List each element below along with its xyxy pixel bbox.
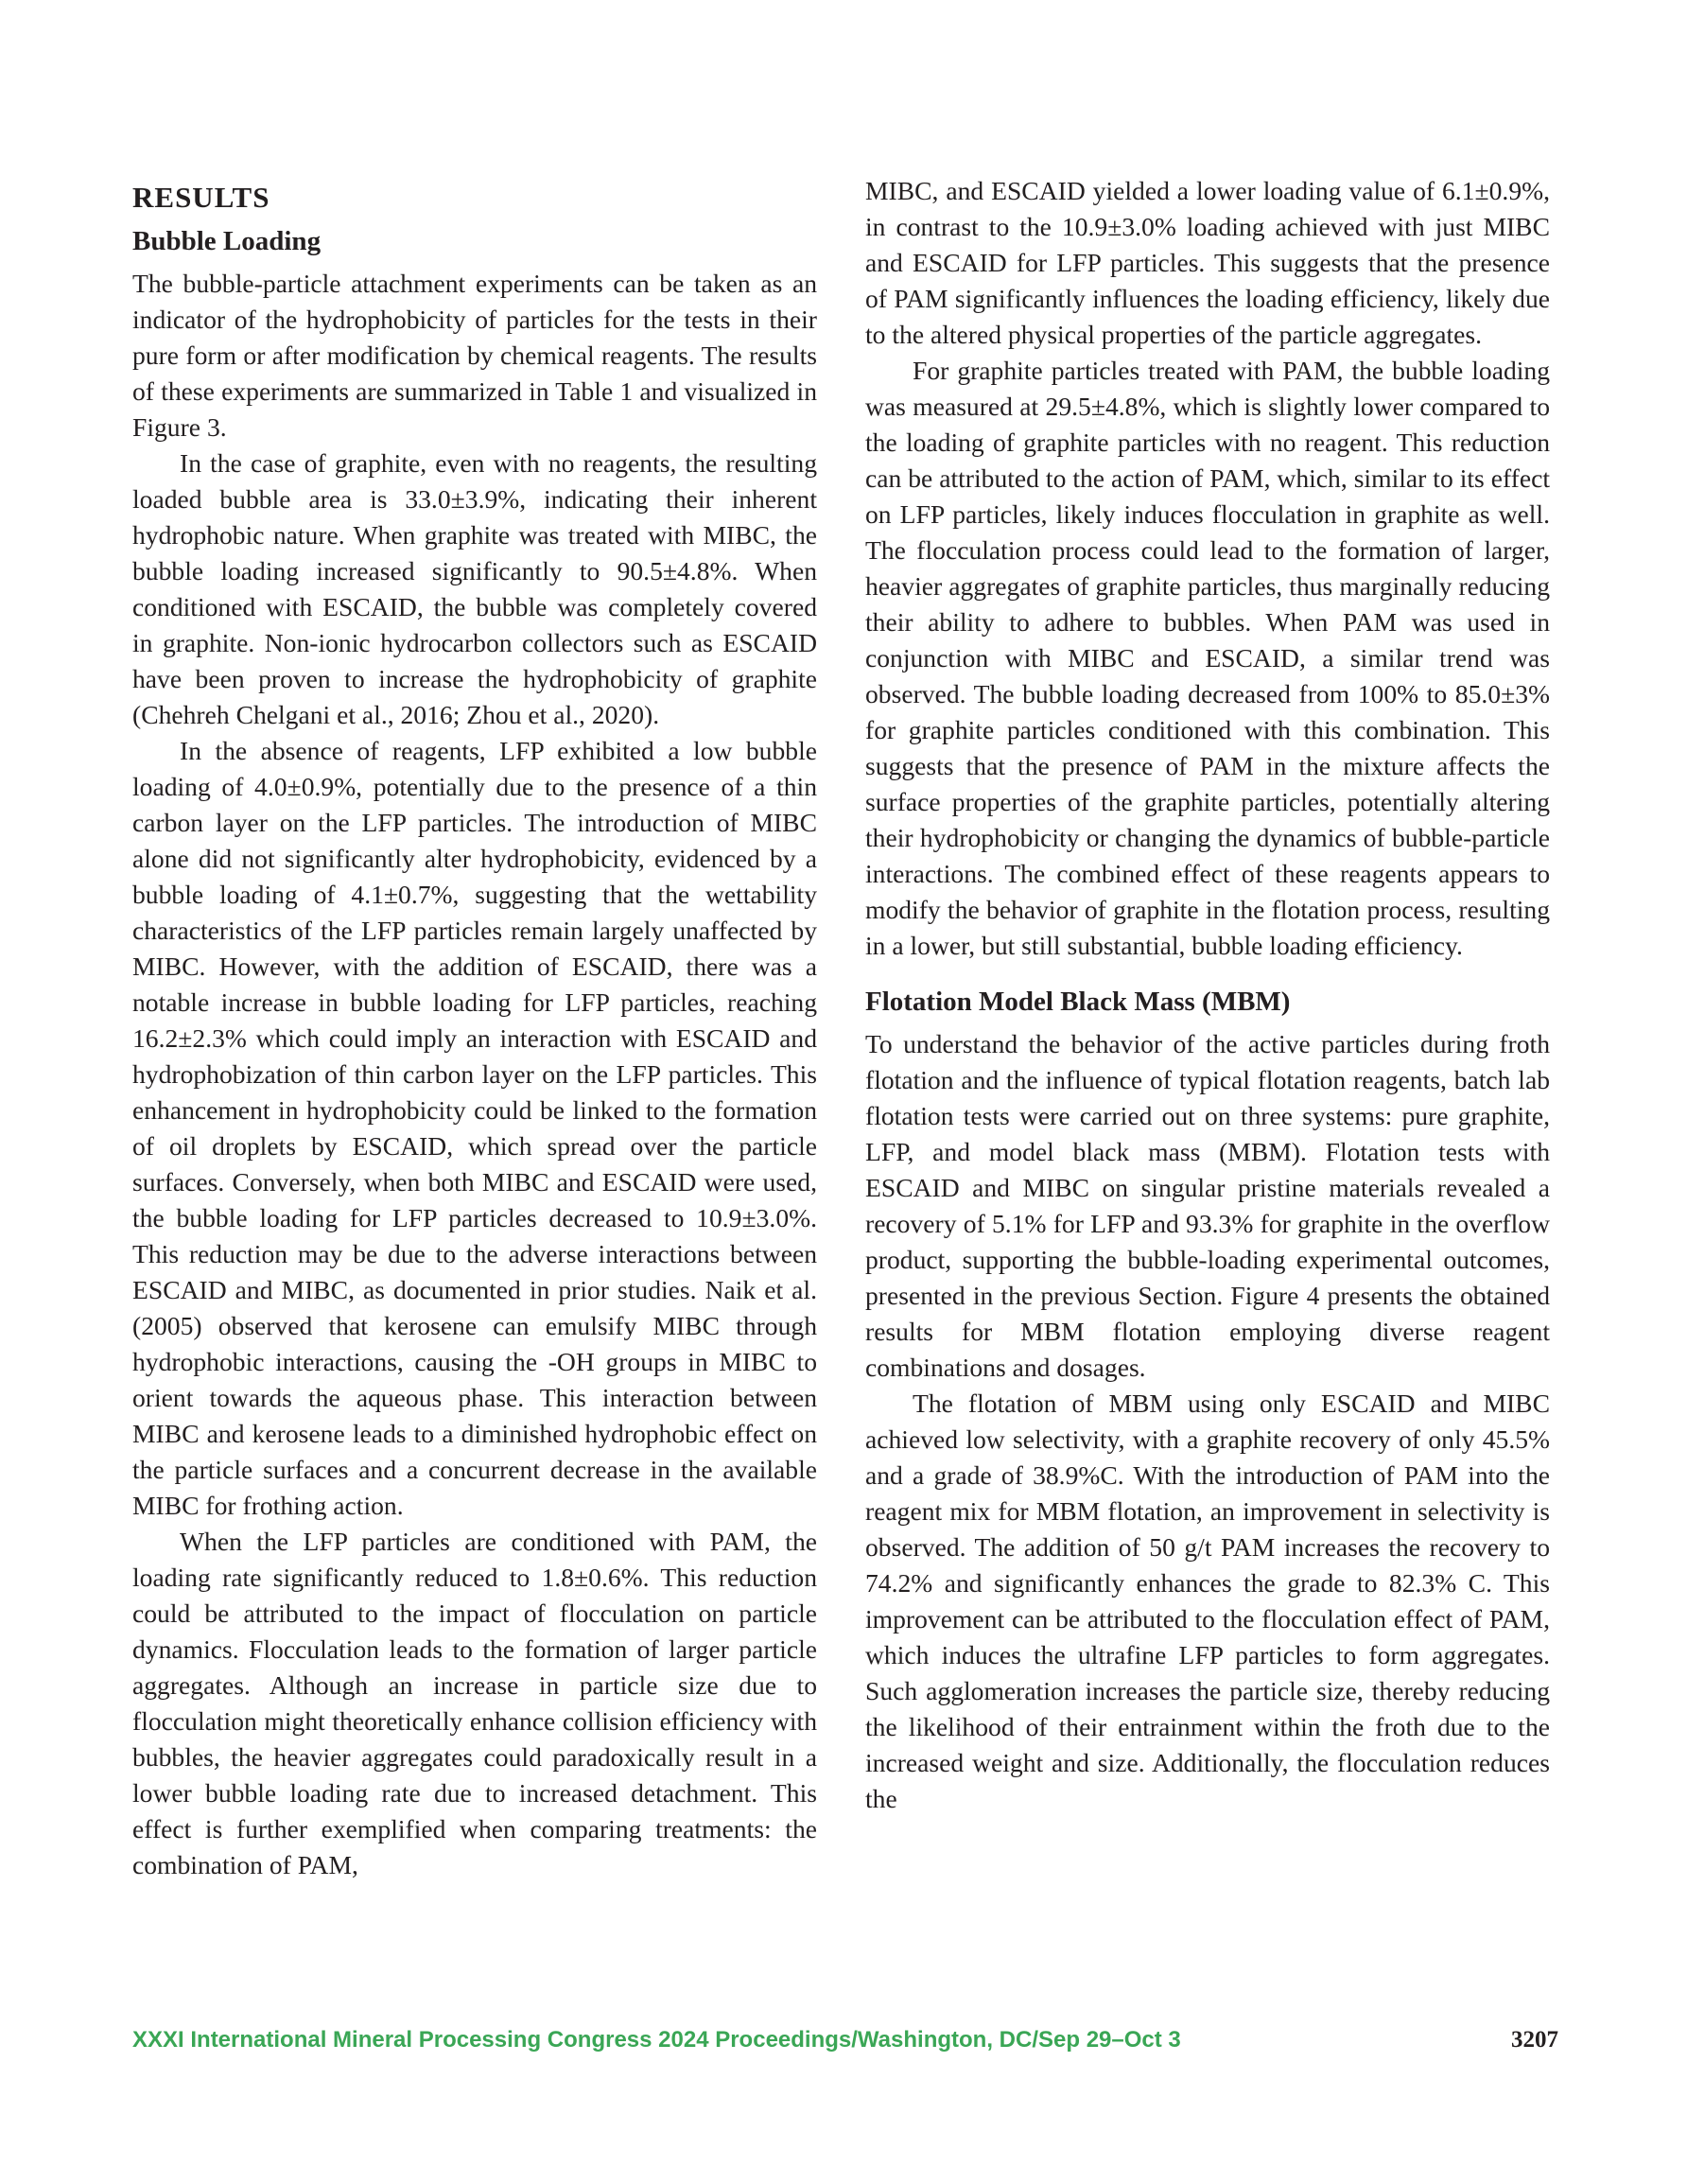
paragraph: When the LFP particles are conditioned with PAM, the loading rate significantly reduced to 1.8±0.6%. This reduction could be attributed to the impact of flocculation on particle dynamics. Flocculation leads to the formation of larger particle aggregates. Although an increase in particle size due to flocculation might theoretically enhance collision efficiency with bubbles, the heavier aggregates could paradoxically result in a lower bubble loading rate due to increased detachment. This effect is further exemplified when comparing treatments: the combination of PAM, (132, 1527, 817, 1879)
paragraph: MIBC, and ESCAID yielded a lower loading value of 6.1±0.9%, in contrast to the 10.9±3.0% loading achieved with just MIBC and ESCAID for LFP particles. This suggests that the presence of PAM significantly influences the loading efficiency, likely due to the altered physical properties of the particle aggregates. (865, 176, 1550, 349)
subsection-heading-bubble-loading: Bubble Loading (132, 226, 322, 256)
section-heading: RESULTS (132, 181, 270, 214)
paragraph: In the case of graphite, even with no reagents, the resulting loaded bubble area is 33.0±3.9%, indicating their inherent hydrophobic nature. When graphite was treated with MIBC, the bubble loading increased significantly to 90.5±4.8%. When conditioned with ESCAID, the bubble was completely covered in graphite. Non-ionic hydrocarbon collectors such as ESCAID have been proven to increase the hydrophobicity of graphite (Chehreh Chelgani et al., 2016; Zhou et al., 2020). (132, 448, 817, 729)
page-number: 3207 (1511, 2027, 1558, 2053)
paragraph: To understand the behavior of the active particles during froth flotation and the influence of typical flotation reagents, batch lab flotation tests were carried out on three systems: pure graphite, LFP, and model black mass (MBM). Flotation tests with ESCAID and MIBC on singular pristine materials revealed a recovery of 5.1% for LFP and 93.3% for graphite in the overflow product, supporting the bubble-loading experimental outcomes, presented in the previous Section. Figure 4 presents the obtained results for MBM flotation employing diverse reagent combinations and dosages. (865, 1029, 1550, 1382)
page-footer (132, 2027, 1558, 2065)
subsection-heading-flotation-mbm: Flotation Model Black Mass (MBM) (865, 987, 1291, 1017)
left-column (132, 173, 817, 1883)
paragraph: In the absence of reagents, LFP exhibited a low bubble loading of 4.0±0.9%, potentially due to the presence of a thin carbon layer on the LFP particles. The introduction of MIBC alone did not significantly alter hydrophobicity, evidenced by a bubble loading of 4.1±0.7%, suggesting that the wettability characteristics of the LFP particles remain largely unaffected by MIBC. However, with the addition of ESCAID, there was a notable increase in bubble loading for LFP particles, reaching 16.2±2.3% which could imply an interaction with ESCAID and hydrophobization of thin carbon layer on the LFP particles. This enhancement in hydrophobicity could be linked to the formation of oil droplets by ESCAID, which spread over the particle surfaces. Conversely, when both MIBC and ESCAID were used, the bubble loading for LFP particles decreased to 10.9±3.0%. This reduction may be due to the adverse interactions between ESCAID and MIBC, as documented in prior studies. Naik et al. (2005) observed that kerosene can emulsify MIBC through hydrophobic interactions, causing the -OH groups in MIBC to orient towards the aqueous phase. This interaction between MIBC and kerosene leads to a diminished hydrophobic effect on the particle surfaces and a concurrent decrease in the available MIBC for frothing action. (132, 736, 817, 1520)
paragraph: For graphite particles treated with PAM, the bubble loading was measured at 29.5±4.8%, which is slightly lower compared to the loading of graphite particles with no reagent. This reduction can be attributed to the action of PAM, which, similar to its effect on LFP particles, likely induces flocculation in graphite as well. The flocculation process could lead to the formation of larger, heavier aggregates of graphite particles, thus marginally reducing their ability to adhere to bubbles. When PAM was used in conjunction with MIBC and ESCAID, a similar trend was observed. The bubble loading decreased from 100% to 85.0±3% for graphite particles conditioned with this combination. This suggests that the presence of PAM in the mixture affects the surface properties of the graphite particles, potentially altering their hydrophobicity or changing the dynamics of bubble-particle interactions. The combined effect of these reagents appears to modify the behavior of graphite in the flotation process, resulting in a lower, but still substantial, bubble loading efficiency. (865, 356, 1550, 960)
paragraph: The bubble-particle attachment experiments can be taken as an indicator of the hydrophobicity of particles for the tests in their pure form or after modification by chemical reagents. The results of these experiments are summarized in Table 1 and visualized in Figure 3. (132, 269, 817, 442)
paragraph: The flotation of MBM using only ESCAID and MIBC achieved low selectivity, with a graphite recovery of only 45.5% and a grade of 38.9%C. With the introduction of PAM into the reagent mix for MBM flotation, an improvement in selectivity is observed. The addition of 50 g/t PAM increases the recovery to 74.2% and significantly enhances the grade to 82.3% C. This improvement can be attributed to the flocculation effect of PAM, which induces the ultrafine LFP particles to form aggregates. Such agglomeration increases the particle size, thereby reducing the likelihood of their entrainment within the froth due to the increased weight and size. Additionally, the flocculation reduces the (865, 1389, 1550, 1813)
footer-proceedings-title: XXXI International Mineral Processing Congress 2024 Proceedings/Washington, DC/Sep 29–Oct 3 (132, 2027, 1181, 2053)
right-column (865, 173, 1550, 1817)
